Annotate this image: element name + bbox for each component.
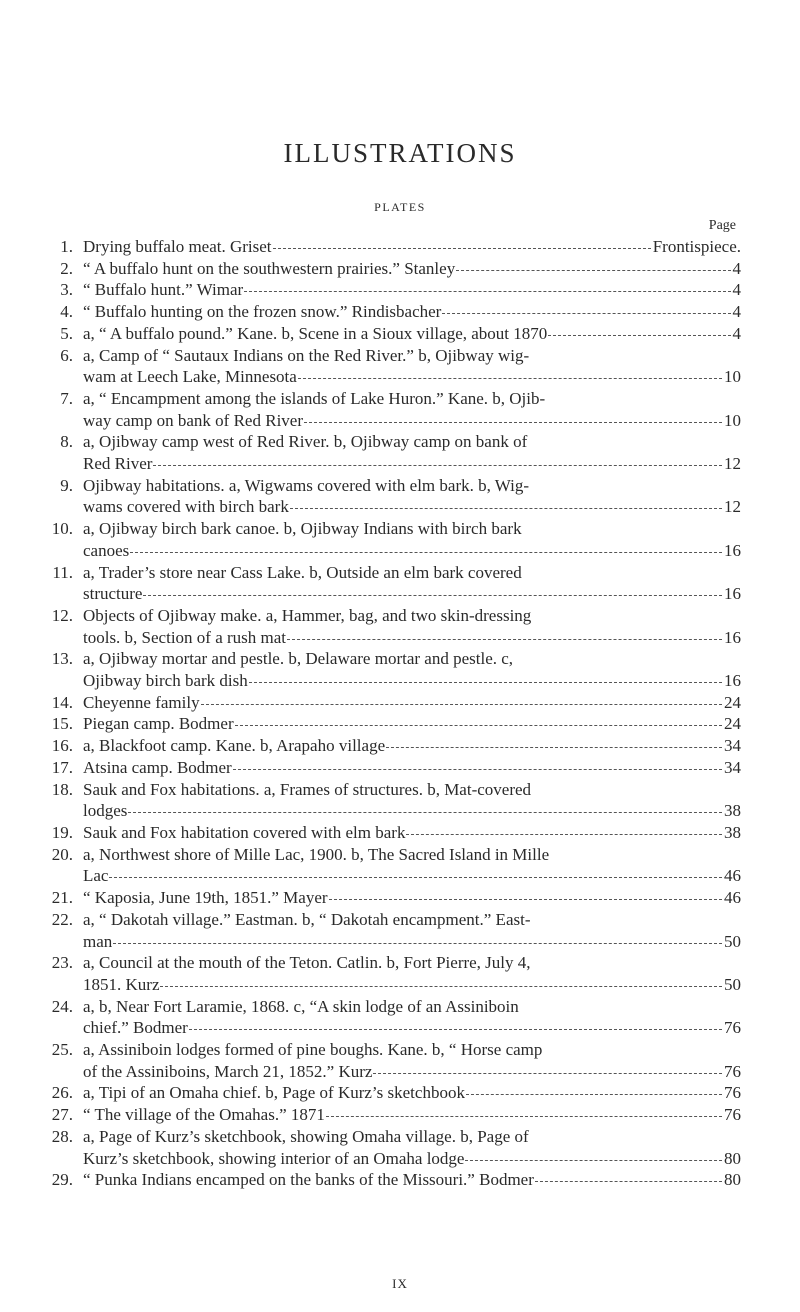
entry-line — [83, 996, 741, 1018]
entry-caption-text: a, Ojibway birch bark canoe. b, Ojibway Indians with birch bark — [83, 519, 522, 539]
plate-number: 2. — [60, 258, 73, 278]
entry-caption-text: a, “ Dakotah village.” Eastman. b, “ Dakotah encampment.” East- — [83, 909, 531, 929]
dot-leader — [326, 1116, 722, 1117]
page-reference: 4 — [732, 323, 741, 343]
dot-leader — [273, 248, 651, 249]
plate-entry — [40, 952, 741, 995]
page-reference: 76 — [724, 1018, 741, 1038]
plate-entry — [40, 301, 741, 323]
plate-entry — [40, 388, 741, 431]
dot-leader — [233, 769, 722, 770]
page-reference: 10 — [724, 367, 741, 387]
page-reference: 16 — [724, 540, 741, 560]
page-reference: 76 — [724, 1061, 741, 1081]
page-reference: 12 — [724, 497, 741, 517]
plate-number: 17. — [51, 757, 73, 777]
entry-line — [83, 345, 741, 367]
dot-leader — [466, 1094, 722, 1095]
entry-caption-text: “ Buffalo hunt.” Wimar — [83, 280, 244, 300]
page-reference: 10 — [724, 410, 741, 430]
dot-leader — [249, 682, 722, 683]
page-reference: Frontispiece. — [652, 237, 741, 256]
dot-leader — [143, 595, 722, 596]
plate-entry — [40, 1082, 741, 1104]
plate-number: 9. — [60, 475, 73, 495]
entry-line — [83, 453, 741, 475]
entry-line — [83, 757, 741, 779]
dot-leader — [465, 1160, 722, 1161]
page-reference: 34 — [724, 736, 741, 756]
plate-entry — [40, 1104, 741, 1126]
page-reference: 50 — [724, 974, 741, 994]
page-folio: IX — [392, 1276, 408, 1291]
entry-line — [83, 496, 741, 518]
entry-caption-text: Piegan camp. Bodmer — [83, 714, 234, 734]
plate-entry — [40, 236, 741, 258]
page-column-label: Page — [708, 218, 736, 233]
page-reference: 24 — [724, 714, 741, 734]
entry-caption-text: lodges — [83, 801, 128, 821]
entry-caption-text: Kurz’s sketchbook, showing interior of an Omaha lodge — [83, 1148, 465, 1168]
entry-line — [83, 475, 741, 497]
entry-caption-text: a, Trader’s store near Cass Lake. b, Outside an elm bark covered — [83, 562, 522, 582]
entry-caption-text: “ Punka Indians encamped on the banks of the Missouri.” Bodmer — [83, 1170, 534, 1190]
entry-caption-text: a, Tipi of an Omaha chief. b, Page of Kurz’s sketchbook — [83, 1083, 465, 1103]
dot-leader — [189, 1029, 722, 1030]
entry-line — [83, 518, 741, 540]
plate-entry — [40, 844, 741, 887]
dot-leader — [548, 335, 730, 336]
plate-entry — [40, 475, 741, 518]
plate-number: 20. — [51, 844, 73, 864]
entry-caption-text: wam at Leech Lake, Minnesota — [83, 367, 297, 387]
page-reference: 38 — [724, 801, 741, 821]
page-reference: 24 — [724, 692, 741, 712]
entry-caption-text: a, Page of Kurz’s sketchbook, showing Omaha village. b, Page of — [83, 1126, 529, 1146]
dot-leader — [298, 378, 722, 379]
entry-line — [83, 865, 741, 887]
entry-caption-text: a, Ojibway mortar and pestle. b, Delaware mortar and pestle. c, — [83, 649, 514, 669]
page-title: ILLUSTRATIONS — [283, 138, 517, 168]
plate-number: 21. — [51, 888, 73, 908]
page-reference: 16 — [724, 627, 741, 647]
plate-entry — [40, 1169, 741, 1191]
entry-caption-text: man — [83, 931, 113, 951]
plate-number: 5. — [60, 323, 73, 343]
entry-caption-text: Lac — [83, 866, 109, 886]
plate-entry — [40, 258, 741, 280]
plate-entry — [40, 996, 741, 1039]
entry-caption-text: chief.” Bodmer — [83, 1018, 188, 1038]
entry-caption-text: a, Northwest shore of Mille Lac, 1900. b, The Sacred Island in Mille — [83, 844, 550, 864]
dot-leader — [406, 834, 722, 835]
entry-caption-text: tools. b, Section of a rush mat — [83, 627, 287, 647]
dot-leader — [329, 899, 722, 900]
entry-caption-text: “ Buffalo hunting on the frozen snow.” Rindisbacher — [83, 302, 442, 322]
entry-line — [83, 1169, 741, 1191]
entry-caption-text: Drying buffalo meat. Griset — [83, 237, 272, 256]
dot-leader — [130, 552, 722, 553]
plate-number: 3. — [60, 280, 73, 300]
plate-number: 11. — [52, 562, 73, 582]
entry-line — [83, 800, 741, 822]
entry-line — [83, 258, 741, 280]
plate-number: 26. — [51, 1083, 73, 1103]
entry-caption-text: Cheyenne family — [83, 692, 200, 712]
entry-caption-text: a, Assiniboin lodges formed of pine boughs. Kane. b, “ Horse camp — [83, 1040, 543, 1060]
entry-line — [83, 1061, 741, 1083]
entry-caption-text: 1851. Kurz — [83, 974, 160, 994]
plate-entry — [40, 562, 741, 605]
page-reference: 16 — [724, 584, 741, 604]
entry-line — [83, 670, 741, 692]
entry-caption-text: a, Council at the mouth of the Teton. Catlin. b, Fort Pierre, July 4, — [83, 953, 531, 973]
dot-leader — [113, 943, 722, 944]
plate-entry — [40, 757, 741, 779]
plate-number: 6. — [60, 345, 73, 365]
page-reference: 76 — [724, 1083, 741, 1103]
plate-entry — [40, 518, 741, 561]
dot-leader — [373, 1073, 722, 1074]
plate-entry — [40, 431, 741, 474]
plate-number: 1. — [60, 237, 73, 256]
plate-number: 23. — [51, 953, 73, 973]
plate-number: 7. — [60, 388, 73, 408]
entry-line — [83, 1148, 741, 1170]
plate-number: 13. — [51, 649, 73, 669]
entry-line — [83, 735, 741, 757]
plate-entry — [40, 279, 741, 301]
entry-line — [83, 952, 741, 974]
plate-number: 16. — [51, 736, 73, 756]
entry-line — [83, 301, 741, 323]
page-reference: 4 — [732, 258, 741, 278]
entry-caption-text: wams covered with birch bark — [83, 497, 289, 517]
entry-caption-text: way camp on bank of Red River — [83, 410, 303, 430]
entry-line — [83, 692, 741, 714]
plate-entry — [40, 909, 741, 952]
entry-line — [83, 909, 741, 931]
dot-leader — [290, 508, 722, 509]
plate-entry — [40, 779, 741, 822]
entry-line — [83, 1104, 741, 1126]
entry-line — [83, 388, 741, 410]
plate-number: 29. — [51, 1170, 73, 1190]
page-reference: 12 — [724, 454, 741, 474]
page-reference: 46 — [724, 866, 741, 886]
entry-line — [83, 323, 741, 345]
entry-line — [83, 410, 741, 432]
plate-entry — [40, 605, 741, 648]
plates-list — [40, 236, 741, 1191]
entry-caption-text: a, Camp of “ Sautaux Indians on the Red River.” b, Ojibway wig- — [83, 345, 530, 365]
entry-line — [83, 1039, 741, 1061]
page-reference: 4 — [732, 302, 741, 322]
plate-number: 28. — [51, 1126, 73, 1146]
entry-line — [83, 236, 741, 258]
entry-line — [83, 974, 741, 996]
page-reference: 50 — [724, 931, 741, 951]
entry-line — [83, 779, 741, 801]
dot-leader — [456, 270, 730, 271]
entry-line — [83, 431, 741, 453]
entry-caption-text: a, Ojibway camp west of Red River. b, Ojibway camp on bank of — [83, 432, 528, 452]
plate-entry — [40, 887, 741, 909]
plate-number: 4. — [60, 302, 73, 322]
plate-entry — [40, 323, 741, 345]
entry-line — [83, 1082, 741, 1104]
entry-caption-text: Objects of Ojibway make. a, Hammer, bag, and two skin-dressing — [83, 605, 532, 625]
entry-caption-text: Atsina camp. Bodmer — [83, 757, 232, 777]
dot-leader — [201, 704, 722, 705]
page-reference: 4 — [732, 280, 741, 300]
entry-caption-text: Ojibway birch bark dish — [83, 671, 248, 691]
entry-caption-text: “ A buffalo hunt on the southwestern prairies.” Stanley — [83, 258, 456, 278]
page-reference: 80 — [724, 1170, 741, 1190]
page-reference: 46 — [724, 888, 741, 908]
plate-number: 15. — [51, 714, 73, 734]
plate-number: 27. — [51, 1105, 73, 1125]
plate-number: 10. — [51, 519, 73, 539]
plate-entry — [40, 345, 741, 388]
entry-caption-text: of the Assiniboins, March 21, 1852.” Kurz — [83, 1061, 373, 1081]
plate-number: 18. — [51, 779, 73, 799]
entry-caption-text: Ojibway habitations. a, Wigwams covered with elm bark. b, Wig- — [83, 475, 530, 495]
plate-entry — [40, 822, 741, 844]
plate-entry — [40, 1039, 741, 1082]
entry-caption-text: a, “ A buffalo pound.” Kane. b, Scene in a Sioux village, about 1870 — [83, 323, 548, 343]
entry-caption-text: Sauk and Fox habitations. a, Frames of structures. b, Mat-covered — [83, 779, 532, 799]
plate-entry — [40, 735, 741, 757]
plate-number: 24. — [51, 996, 73, 1016]
plate-number: 8. — [60, 432, 73, 452]
entry-line — [83, 627, 741, 649]
entry-caption-text: a, b, Near Fort Laramie, 1868. c, “A skin lodge of an Assiniboin — [83, 996, 519, 1016]
dot-leader — [442, 313, 730, 314]
plate-entry — [40, 692, 741, 714]
entry-line — [83, 844, 741, 866]
plate-entry — [40, 648, 741, 691]
entry-line — [83, 562, 741, 584]
plate-number: 22. — [51, 909, 73, 929]
entry-caption-text: a, “ Encampment among the islands of Lake Huron.” Kane. b, Ojib- — [83, 388, 546, 408]
entry-caption-text: structure — [83, 584, 143, 604]
entry-caption-text: Red River — [83, 454, 153, 474]
entry-line — [83, 713, 741, 735]
entry-caption-text: Sauk and Fox habitation covered with elm bark — [83, 822, 406, 842]
dot-leader — [235, 725, 722, 726]
dot-leader — [153, 465, 722, 466]
entry-line — [83, 279, 741, 301]
dot-leader — [287, 639, 722, 640]
page-reference: 80 — [724, 1148, 741, 1168]
entry-line — [83, 366, 741, 388]
entry-line — [83, 887, 741, 909]
entry-line — [83, 605, 741, 627]
entry-line — [83, 1017, 741, 1039]
dot-leader — [535, 1181, 722, 1182]
dot-leader — [109, 877, 722, 878]
dot-leader — [244, 291, 730, 292]
page-reference: 16 — [724, 671, 741, 691]
entry-caption-text: canoes — [83, 540, 130, 560]
page-reference: 38 — [724, 822, 741, 842]
plate-entry — [40, 713, 741, 735]
plate-number: 19. — [51, 822, 73, 842]
dot-leader — [128, 812, 722, 813]
dot-leader — [386, 747, 722, 748]
entry-caption-text: a, Blackfoot camp. Kane. b, Arapaho village — [83, 736, 386, 756]
entry-line — [83, 822, 741, 844]
entry-line — [83, 648, 741, 670]
plate-entry — [40, 1126, 741, 1169]
plate-number: 12. — [51, 605, 73, 625]
section-heading-plates: PLATES — [374, 200, 426, 214]
plate-number: 14. — [51, 692, 73, 712]
plate-number: 25. — [51, 1040, 73, 1060]
page-reference: 34 — [724, 757, 741, 777]
entry-line — [83, 540, 741, 562]
dot-leader — [160, 986, 722, 987]
entry-caption-text: “ The village of the Omahas.” 1871 — [83, 1105, 325, 1125]
entry-line — [83, 931, 741, 953]
dot-leader — [304, 422, 722, 423]
page-reference: 76 — [724, 1105, 741, 1125]
entry-line — [83, 583, 741, 605]
entry-line — [83, 1126, 741, 1148]
entry-caption-text: “ Kaposia, June 19th, 1851.” Mayer — [83, 888, 328, 908]
